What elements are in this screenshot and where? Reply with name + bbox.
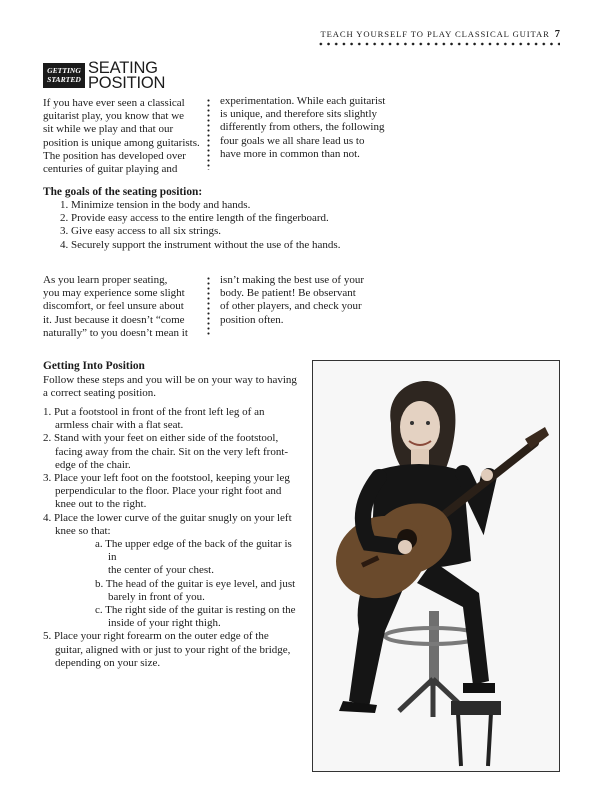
text-line: body. Be patient! Be observant [220, 287, 356, 300]
text-line: position is unique among guitarists. [43, 136, 200, 149]
text-line: 3. Place your left foot on the footstool, keeping your leg [43, 472, 290, 485]
text-line: If you have ever seen a classical [43, 97, 185, 109]
text-line: 5. Place your right forearm on the outer edge of the [43, 630, 269, 643]
page-number: 7 [554, 29, 560, 40]
substep-item [95, 578, 298, 604]
text-line: experimentation. While each guitarist [220, 95, 386, 107]
text-line: have more in common than not. [220, 147, 360, 160]
text-line: inside of your right thigh. [108, 617, 221, 630]
getting-started-badge [43, 63, 85, 88]
running-head [300, 28, 560, 41]
text-line: four goals we all share lead us to [220, 134, 365, 147]
badge-line-2: STARTED [47, 74, 81, 84]
goals-list [60, 199, 340, 252]
text-line: Follow these steps and you will be on your way to having [43, 374, 297, 386]
step-item [43, 512, 298, 631]
substeps-list [55, 538, 298, 630]
patience-right-column [220, 274, 420, 327]
text-line: is unique, and therefore sits slightly [220, 108, 378, 121]
getting-into-position-heading: Getting Into Position [43, 360, 145, 372]
step-item [43, 406, 298, 432]
step-item [43, 630, 298, 670]
text-line: it. Just because it doesn’t “come [43, 313, 185, 326]
text-line: the center of your chest. [108, 564, 214, 577]
badge-line-1: GETTING [47, 66, 81, 75]
step-item [43, 472, 298, 512]
text-line: 2. Stand with your feet on either side of the footstool, [43, 432, 279, 445]
text-line: depending on your size. [55, 656, 161, 669]
text-line: facing away from the chair. Sit on the very left front- [55, 445, 289, 458]
page-title [88, 61, 165, 90]
goal-item: 1. Minimize tension in the body and hands. [60, 199, 251, 211]
column-divider [207, 276, 210, 336]
text-line: knee out to the right. [55, 498, 147, 511]
text-line: a. The upper edge of the back of the guitar is in [95, 538, 292, 564]
text-line: position often. [220, 313, 284, 326]
text-line: b. The head of the guitar is eye level, and just [95, 577, 296, 590]
substep-item [95, 538, 298, 578]
goal-item: 4. Securely support the instrument without the use of the hands. [60, 238, 341, 251]
text-line: a correct seating position. [43, 387, 157, 400]
steps-list [43, 406, 298, 670]
text-line: 1. Put a footstool in front of the front left leg of an [43, 406, 265, 418]
text-line: 4. Place the lower curve of the guitar snugly on your left [43, 511, 292, 524]
text-line: knee so that: [55, 524, 111, 537]
goals-heading: The goals of the seating position: [43, 186, 203, 198]
text-line: naturally” to you doesn’t mean it [43, 326, 188, 339]
text-line: edge of the chair. [55, 458, 131, 471]
text-line: c. The right side of the guitar is resting on the [95, 604, 296, 617]
guitarist-illustration [313, 361, 559, 771]
text-line: perpendicular to the floor. Place your right foot and [55, 485, 282, 498]
goal-item: 2. Provide easy access to the entire length of the fingerboard. [60, 212, 329, 225]
step-item [43, 432, 298, 472]
text-line: differently from others, the following [220, 121, 385, 134]
title-line-1: SEATING [88, 59, 158, 77]
intro-left-column [43, 97, 223, 176]
patience-left-column [43, 274, 223, 340]
guitarist-photo [312, 360, 560, 772]
text-line: The position has developed over [43, 149, 186, 162]
running-title: TEACH YOURSELF TO PLAY CLASSICAL GUITAR [320, 29, 550, 39]
text-line: isn’t making the best use of your [220, 274, 364, 286]
text-line: barely in front of you. [108, 590, 205, 603]
text-line: armless chair with a flat seat. [55, 419, 184, 432]
getting-into-position-intro [43, 374, 298, 400]
substep-item [95, 604, 298, 630]
text-line: guitar, aligned with or just to your right of the bridge, [55, 643, 291, 656]
column-divider [207, 98, 210, 170]
text-line: centuries of guitar playing and [43, 163, 178, 176]
text-line: sit while we play and that our [43, 123, 174, 136]
text-line: As you learn proper seating, [43, 274, 168, 286]
title-line-2: POSITION [88, 73, 166, 92]
text-line: discomfort, or feel unsure about [43, 300, 184, 313]
text-line: you may experience some slight [43, 287, 185, 300]
goal-item: 3. Give easy access to all six strings. [60, 225, 221, 238]
dotted-rule [317, 42, 560, 46]
text-line: of other players, and check your [220, 300, 362, 313]
text-line: guitarist play, you know that we [43, 110, 185, 123]
intro-right-column [220, 95, 420, 161]
